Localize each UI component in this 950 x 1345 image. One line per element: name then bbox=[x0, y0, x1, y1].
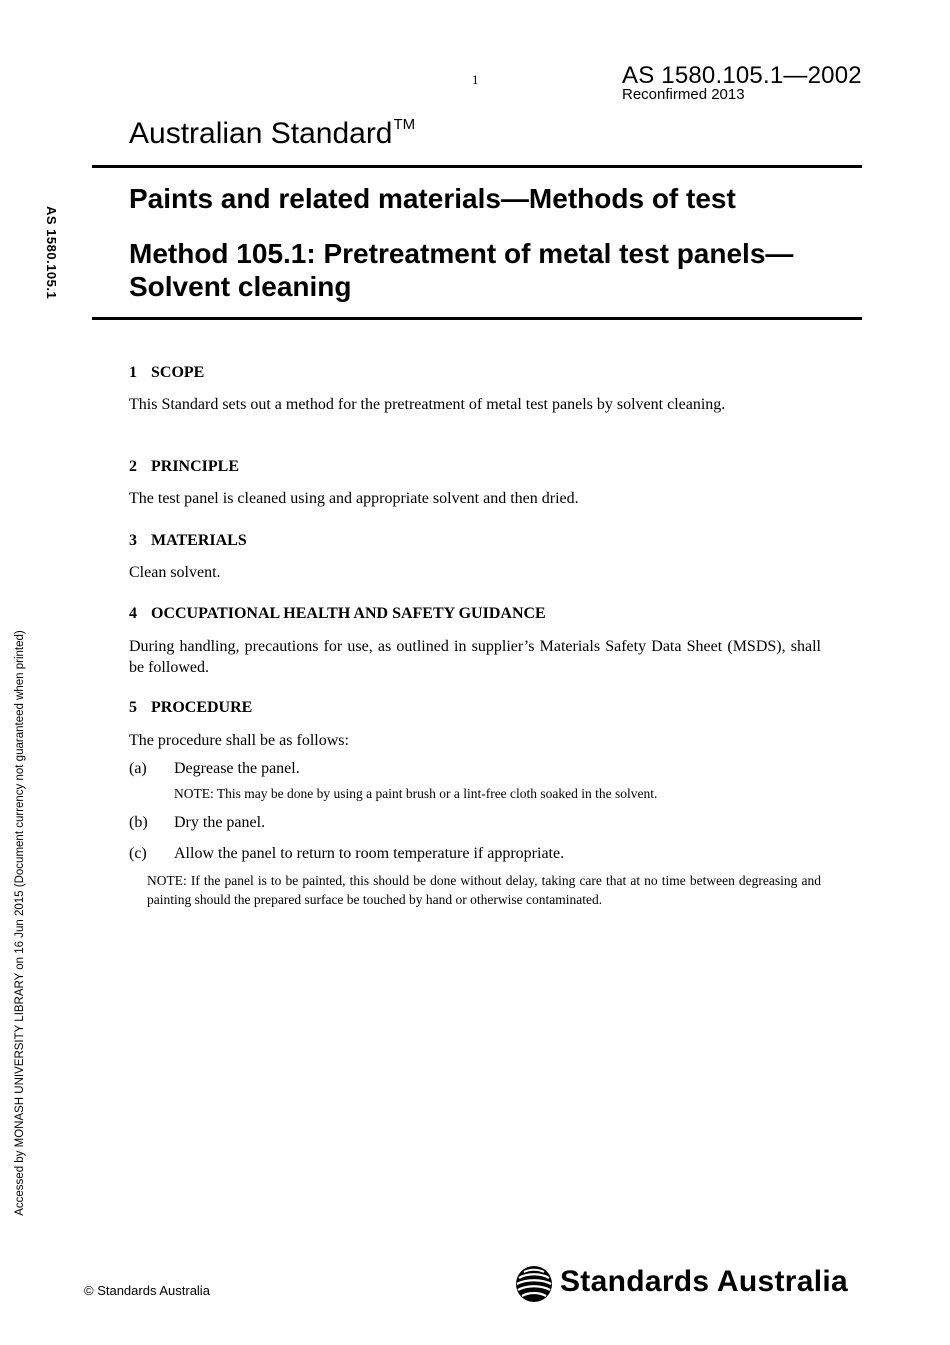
section-number: 3 bbox=[129, 532, 137, 549]
section-body-procedure: The procedure shall be as follows: bbox=[129, 732, 349, 749]
section-body-materials: Clean solvent. bbox=[129, 564, 221, 581]
section-number: 5 bbox=[129, 699, 137, 716]
spine-label: AS 1580.105.1 bbox=[44, 206, 59, 300]
list-item-note: NOTE: This may be done by using a paint brush or a lint-free cloth soaked in the solvent. bbox=[174, 786, 658, 801]
list-item-label: (b) bbox=[129, 814, 148, 831]
list-item-text: Allow the panel to return to room temperature if appropriate. bbox=[174, 845, 565, 862]
document-title: Paints and related materials—Methods of test bbox=[129, 183, 736, 214]
method-title: Method 105.1: Pretreatment of metal test panels—Solvent cleaning bbox=[129, 238, 794, 302]
section-heading-procedure bbox=[129, 699, 252, 717]
section-number: 2 bbox=[129, 458, 137, 475]
list-item-text: Degrease the panel. bbox=[174, 760, 300, 777]
list-item-text: Dry the panel. bbox=[174, 814, 266, 831]
section-body-principle: The test panel is cleaned using and appropriate solvent and then dried. bbox=[129, 490, 579, 507]
list-item-label: (c) bbox=[129, 845, 147, 862]
standard-type-text: Australian Standard bbox=[129, 117, 393, 150]
standards-australia-logo-icon bbox=[514, 1264, 554, 1304]
reconfirmed-label: Reconfirmed 2013 bbox=[622, 86, 745, 103]
section-title: SCOPE bbox=[151, 364, 205, 381]
section-body-ohs: During handling, precautions for use, as outlined in supplier’s Materials Safety Data Sheet (MSDS), shall be followed. bbox=[129, 638, 821, 676]
section-number: 1 bbox=[129, 364, 137, 381]
title-rule-top bbox=[92, 165, 862, 168]
section-title: MATERIALS bbox=[151, 532, 247, 549]
standard-number: AS 1580.105.1—2002 bbox=[622, 62, 862, 89]
section-heading-principle bbox=[129, 458, 239, 476]
section-heading-materials bbox=[129, 532, 247, 550]
section-number: 4 bbox=[129, 605, 137, 622]
section-title: PRINCIPLE bbox=[151, 458, 240, 475]
section-heading-scope bbox=[129, 364, 204, 382]
section-title: OCCUPATIONAL HEALTH AND SAFETY GUIDANCE bbox=[151, 605, 546, 622]
standard-type bbox=[129, 116, 415, 151]
access-notice: Accessed by MONASH UNIVERSITY LIBRARY on 16 Jun 2015 (Document currency not guaranteed when printed) bbox=[14, 630, 26, 1216]
copyright-notice: © Standards Australia bbox=[84, 1283, 210, 1298]
title-rule-bottom bbox=[92, 317, 862, 320]
trademark-mark: TM bbox=[393, 116, 416, 133]
section-body-scope: This Standard sets out a method for the pretreatment of metal test panels by solvent cleaning. bbox=[129, 396, 726, 413]
list-item-label: (a) bbox=[129, 760, 147, 777]
standards-australia-wordmark: Standards Australia bbox=[560, 1265, 849, 1298]
page-number: 1 bbox=[472, 72, 479, 87]
access-notice-container bbox=[0, 0, 40, 1345]
section-heading-ohs bbox=[129, 605, 546, 623]
section-title: PROCEDURE bbox=[151, 699, 253, 716]
procedure-note: NOTE: If the panel is to be painted, this should be done without delay, taking care that at no time between degreasing and painting should the prepared surface be touched by hand or otherwise contaminated. bbox=[147, 873, 821, 907]
